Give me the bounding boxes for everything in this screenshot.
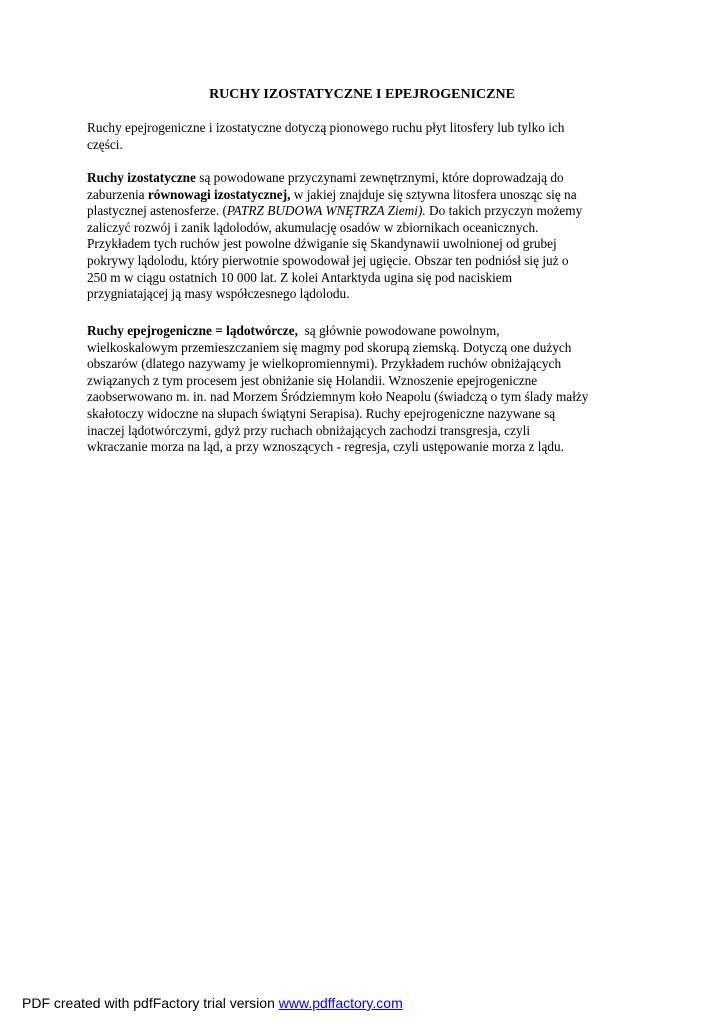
epeirogenic-line-6: skałotoczy widoczne na słupach świątyni Serapisa). Ruchy epejrogeniczne nazywane są (87, 405, 556, 421)
intro-line-1: Ruchy epejrogeniczne i izostatyczne dotyczą pionowego ruchu płyt litosfery lub tylko ich (87, 120, 565, 135)
isostatic-line-2 (87, 187, 647, 204)
isostatic-line-1 (87, 170, 647, 187)
epeirogenic-line-1-text: są głównie powodowane powolnym, (297, 323, 500, 338)
epeirogenic-line-5: zaobserwowano m. in. nad Morzem Śródziemnym koło Neapolu (świadczą o tym ślady małży (87, 389, 589, 405)
epeirogenic-term: Ruchy epejrogeniczne = lądotwórcze, (87, 323, 298, 338)
isostatic-paragraph (87, 170, 647, 303)
isostatic-line-5: Przykładem tych ruchów jest powolne dźwiganie się Skandynawii uwolnionej od grubej (87, 236, 557, 252)
isostatic-line-6: pokrywy lądolodu, który pierwotnie spowodował jej ugięcie. Obszar ten podniósł się już o (87, 252, 569, 268)
isostatic-line-3-text-b: Do takich przyczyn możemy (425, 203, 583, 219)
intro-paragraph (87, 120, 647, 153)
epeirogenic-line-7: inaczej lądotwórczymi, gdyż przy ruchach obniżających zachodzi transgresja, czyli (87, 422, 531, 438)
isostatic-line-4: zaliczyć rozwój i zanik lądolodów, akumulację osadów w zbiornikach oceanicznych. (87, 219, 539, 235)
isostatic-line-2-text-b: w jakiej znajduje się sztywna litosfera unosząc się na (290, 186, 577, 202)
pdf-footer (22, 994, 403, 1012)
isostatic-line-2-text-a: zaburzenia (87, 186, 148, 202)
isostatic-line-3-text-a: plastycznej astenosferze. ( (87, 203, 227, 219)
isostatic-term: Ruchy izostatyczne (87, 170, 196, 185)
footer-link[interactable]: www.pdffactory.com (278, 995, 403, 1011)
footer-text: PDF created with pdfFactory trial version (22, 995, 279, 1011)
document-title: RUCHY IZOSTATYCZNE I EPEJROGENICZNE (209, 87, 515, 102)
epeirogenic-line-2: wielkoskalowym przemieszczaniem się magmy pod skorupą ziemską. Dotyczą one dużych (87, 339, 572, 355)
epeirogenic-line-4: związanych z tym procesem jest obniżanie się Holandii. Wznoszenie epejrogeniczne (87, 372, 538, 388)
epeirogenic-line-3: obszarów (dlatego nazywamy je wielkopromiennymi). Przykładem ruchów obniżających (87, 356, 562, 372)
epeirogenic-line-8: wkraczanie morza na ląd, a przy wznoszących - regresja, czyli ustępowanie morza z lądu. (87, 439, 564, 455)
isostatic-reference: PATRZ BUDOWA WNĘTRZA Ziemi). (226, 203, 426, 219)
isostatic-line-3 (87, 203, 647, 220)
isostatic-balance-term: równowagi izostatycznej, (147, 186, 291, 202)
isostatic-line-8: przygniatającej ją masy współczesnego lądolodu. (87, 286, 350, 302)
epeirogenic-line-1 (87, 323, 647, 340)
isostatic-line-1-text: są powodowane przyczynami zewnętrznymi, które doprowadzają do (195, 170, 564, 185)
intro-line-2: części. (87, 136, 123, 152)
epeirogenic-paragraph (87, 323, 647, 456)
isostatic-line-7: 250 m w ciągu ostatnich 10 000 lat. Z kolei Antarktyda ugina się pod naciskiem (87, 269, 513, 285)
